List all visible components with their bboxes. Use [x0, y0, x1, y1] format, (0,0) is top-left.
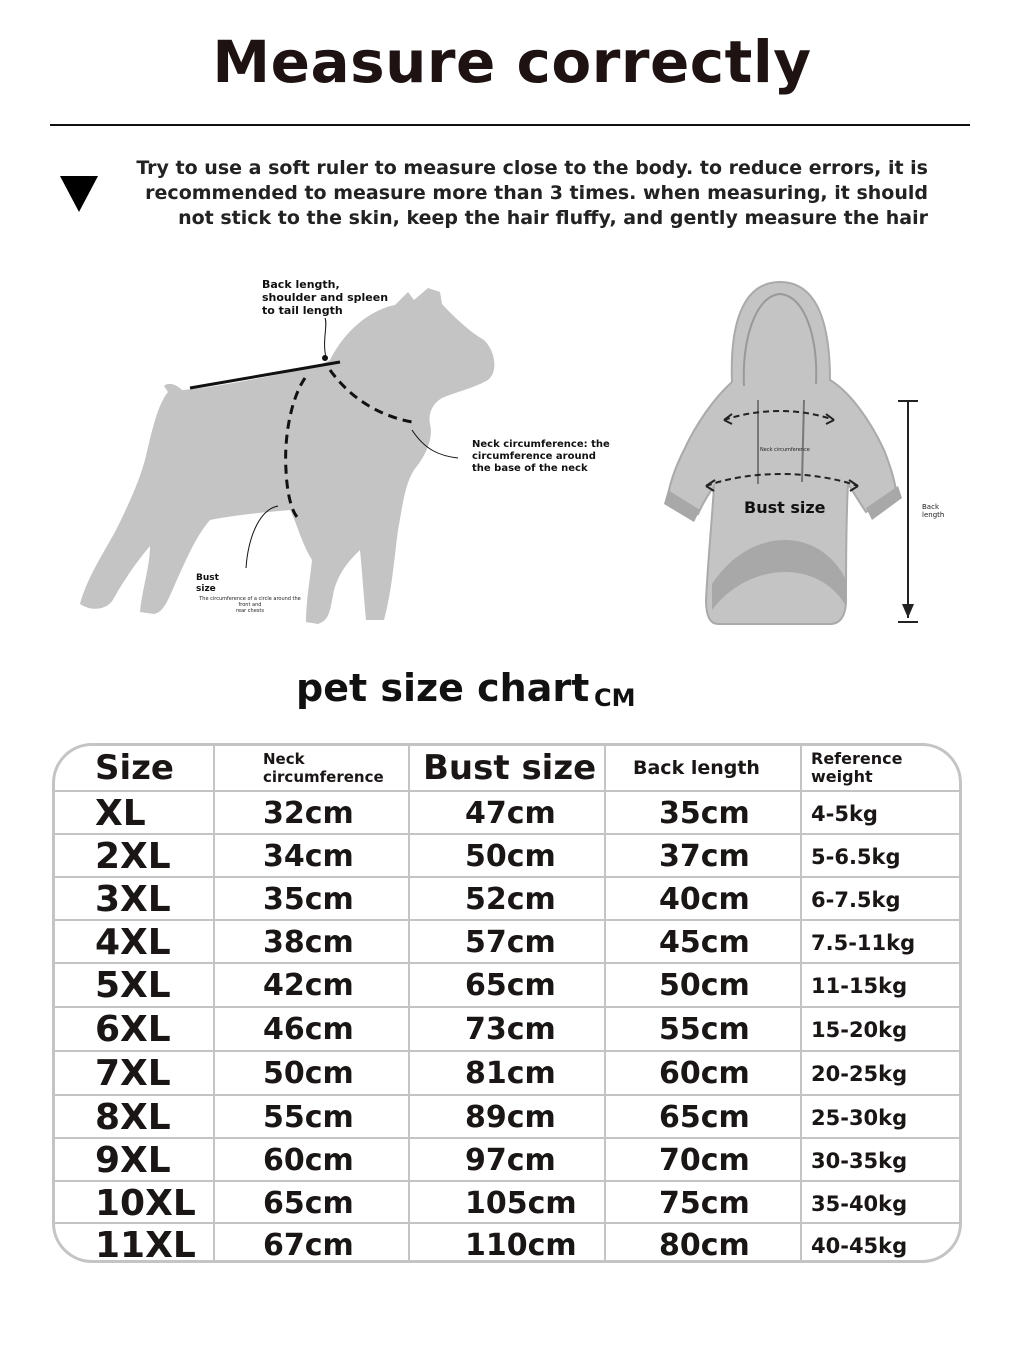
cell-back: 55cm [659, 1012, 750, 1047]
back-leader [325, 318, 326, 358]
cell-neck: 65cm [263, 1186, 354, 1221]
cell-size: 7XL [95, 1053, 171, 1094]
chart-unit: CM [594, 684, 636, 712]
cell-size: 8XL [95, 1097, 171, 1138]
size-chart-table [52, 743, 962, 1263]
header-size: Size [95, 748, 174, 788]
cell-bust: 97cm [465, 1143, 556, 1178]
chart-title: pet size chart [296, 666, 590, 710]
instruction-line: not stick to the skin, keep the hair fluffy, and gently measure the hair [178, 207, 928, 229]
cell-bust: 47cm [465, 796, 556, 831]
cell-weight: 15-20kg [811, 1017, 908, 1042]
column-divider [604, 746, 606, 1263]
cell-weight: 20-25kg [811, 1061, 908, 1086]
instruction-line: Try to use a soft ruler to measure close to the body. to reduce errors, it is [136, 157, 928, 179]
bust-leader [246, 506, 278, 568]
cell-weight: 6-7.5kg [811, 887, 901, 912]
header-weight: Reference weight [811, 749, 903, 786]
cell-size: 5XL [95, 965, 171, 1006]
cell-size: 10XL [95, 1183, 196, 1224]
cell-back: 35cm [659, 796, 750, 831]
bust-annotation: Bust size [196, 573, 219, 594]
hoodie-back-label: Back length [922, 503, 945, 519]
cell-neck: 50cm [263, 1056, 354, 1091]
cell-back: 80cm [659, 1228, 750, 1263]
cell-size: 11XL [95, 1225, 196, 1263]
instruction-line: recommended to measure more than 3 times. when measuring, it should [145, 182, 928, 204]
cell-neck: 32cm [263, 796, 354, 831]
header-bust: Bust size [423, 748, 597, 788]
cell-weight: 35-40kg [811, 1191, 908, 1216]
cell-weight: 25-30kg [811, 1105, 908, 1130]
cell-size: 4XL [95, 922, 171, 963]
measurement-illustrations [0, 0, 1024, 660]
header-neck: Neck circumference [263, 750, 384, 786]
cell-weight: 5-6.5kg [811, 844, 901, 869]
hoodie-bust-label: Bust size [744, 498, 826, 517]
cell-size: XL [95, 793, 146, 834]
cell-weight: 40-45kg [811, 1233, 908, 1258]
cell-weight: 7.5-11kg [811, 930, 916, 955]
dog-silhouette [80, 288, 494, 624]
cell-back: 65cm [659, 1100, 750, 1135]
cell-neck: 55cm [263, 1100, 354, 1135]
cell-weight: 30-35kg [811, 1148, 908, 1173]
cell-bust: 105cm [465, 1186, 577, 1221]
cell-bust: 73cm [465, 1012, 556, 1047]
cell-neck: 38cm [263, 925, 354, 960]
cell-back: 50cm [659, 968, 750, 1003]
column-divider [408, 746, 410, 1263]
cell-bust: 110cm [465, 1228, 577, 1263]
cell-bust: 57cm [465, 925, 556, 960]
cell-size: 6XL [95, 1009, 171, 1050]
cell-bust: 81cm [465, 1056, 556, 1091]
cell-back: 70cm [659, 1143, 750, 1178]
cell-back: 40cm [659, 882, 750, 917]
back-length-annotation: Back length, shoulder and spleen to tail length [262, 278, 389, 317]
cell-bust: 50cm [465, 839, 556, 874]
neck-annotation: Neck circumference: the circumference around the base of the neck [472, 439, 610, 474]
cell-neck: 60cm [263, 1143, 354, 1178]
cell-bust: 52cm [465, 882, 556, 917]
cell-size: 3XL [95, 879, 171, 920]
header-back: Back length [633, 757, 760, 779]
bust-note: The circumference of a circle around the front and rear chests [199, 596, 301, 614]
page-title: Measure correctly [212, 28, 812, 96]
cell-size: 9XL [95, 1140, 171, 1181]
column-divider [800, 746, 802, 1263]
cell-neck: 34cm [263, 839, 354, 874]
cell-back: 45cm [659, 925, 750, 960]
cell-bust: 65cm [465, 968, 556, 1003]
hoodie-drawing [664, 282, 902, 624]
cell-neck: 42cm [263, 968, 354, 1003]
cell-weight: 4-5kg [811, 801, 878, 826]
cell-back: 75cm [659, 1186, 750, 1221]
hoodie-neck-label: Neck circumference [760, 447, 810, 453]
column-divider [213, 746, 215, 1263]
cell-neck: 35cm [263, 882, 354, 917]
cell-weight: 11-15kg [811, 973, 908, 998]
cell-size: 2XL [95, 836, 171, 877]
cell-bust: 89cm [465, 1100, 556, 1135]
cell-neck: 67cm [263, 1228, 354, 1263]
cell-back: 37cm [659, 839, 750, 874]
cell-back: 60cm [659, 1056, 750, 1091]
cell-neck: 46cm [263, 1012, 354, 1047]
